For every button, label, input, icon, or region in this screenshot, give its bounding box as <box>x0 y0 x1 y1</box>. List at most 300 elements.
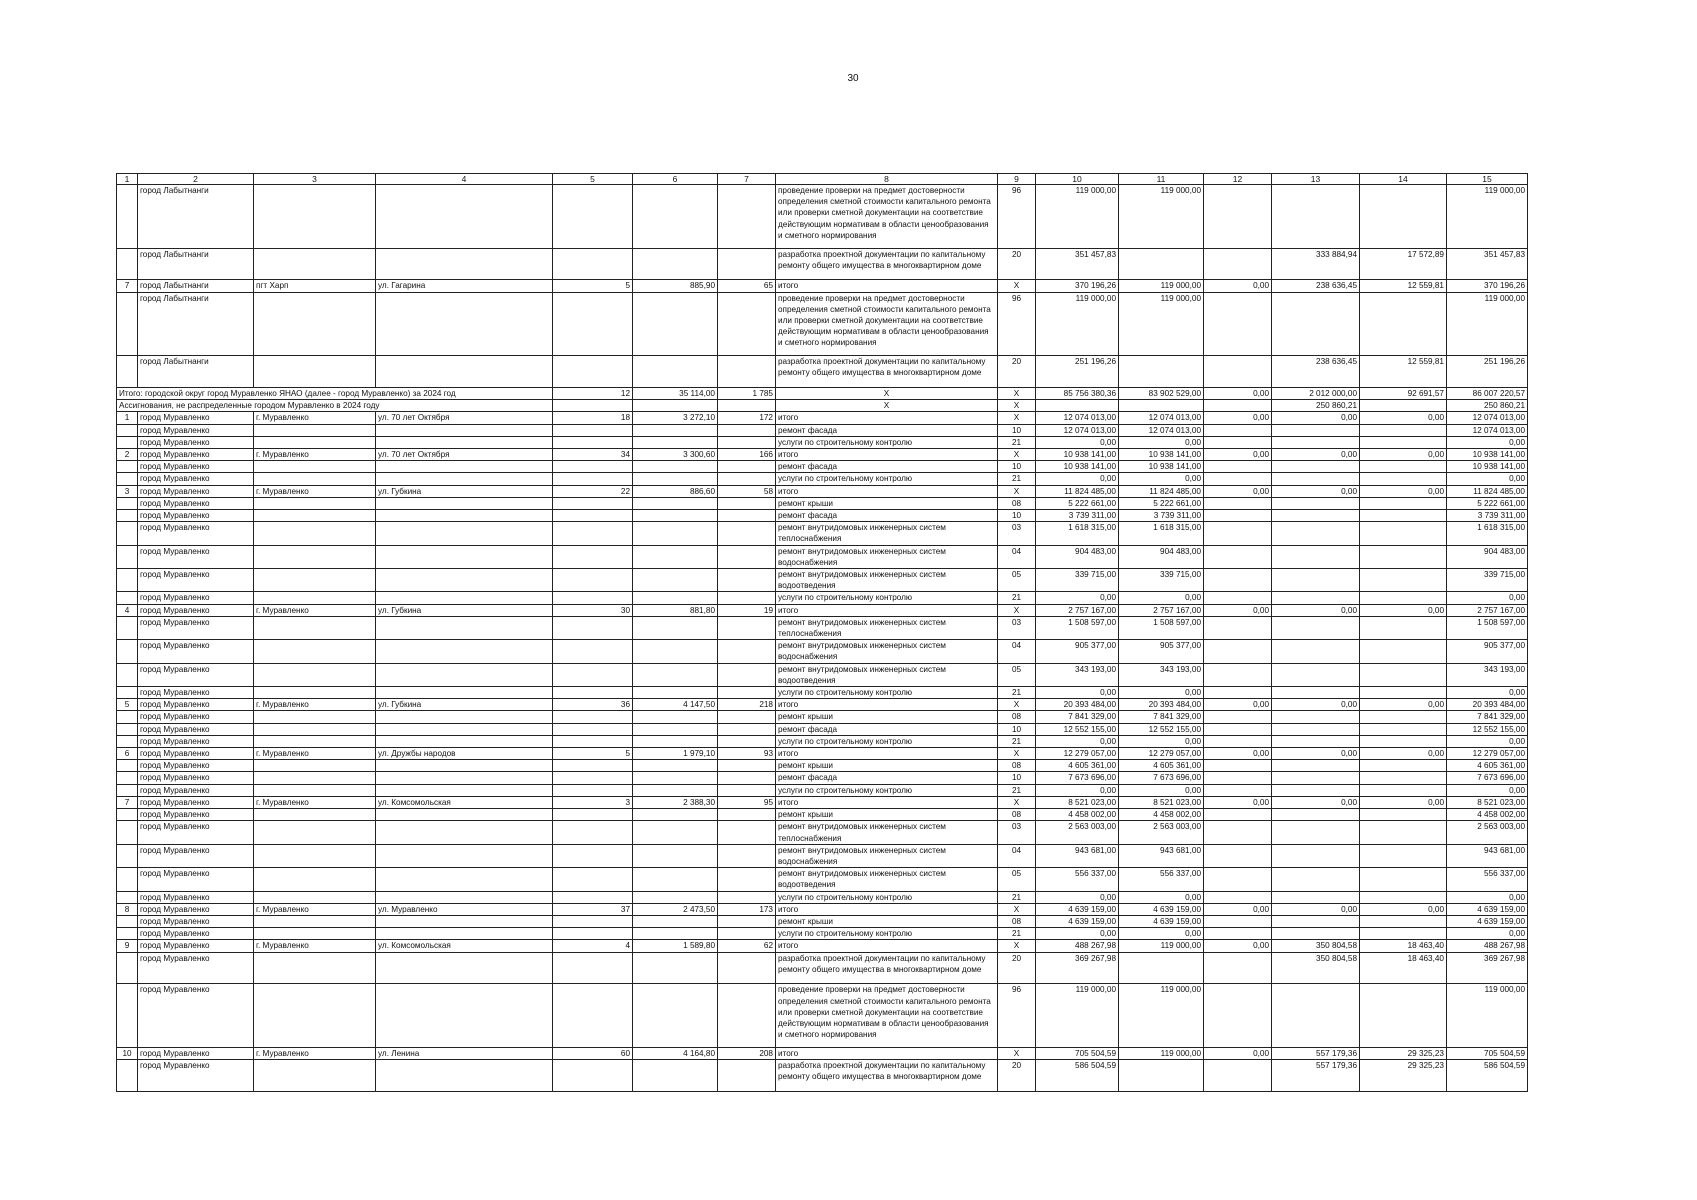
table-row <box>117 772 1528 784</box>
table-cell: 12 074 013,00 <box>1036 412 1119 424</box>
table-cell <box>1204 510 1272 522</box>
table-cell <box>254 844 376 867</box>
table-cell: 9 <box>117 940 138 952</box>
table-cell: 339 715,00 <box>1119 569 1204 592</box>
table-cell: город Муравленко <box>138 436 254 448</box>
table-cell: город Муравленко <box>138 748 254 760</box>
table-cell <box>376 984 553 1048</box>
work-type-cell: услуги по строительному контролю <box>776 436 998 448</box>
table-cell <box>553 821 633 844</box>
table-cell: X <box>998 796 1036 808</box>
table-cell: 943 681,00 <box>1119 844 1204 867</box>
table-cell <box>254 569 376 592</box>
table-cell: 250 860,21 <box>1272 400 1360 412</box>
table-cell <box>117 711 138 723</box>
table-cell: X <box>998 485 1036 497</box>
table-cell <box>1272 984 1360 1048</box>
table-cell: X <box>998 748 1036 760</box>
table-cell <box>376 711 553 723</box>
table-cell: X <box>998 940 1036 952</box>
table-cell <box>117 522 138 545</box>
table-row <box>117 868 1528 891</box>
table-cell: 0,00 <box>1204 699 1272 711</box>
table-cell: город Муравленко <box>138 592 254 604</box>
table-cell <box>1360 400 1447 412</box>
table-cell <box>633 640 718 663</box>
table-cell <box>376 760 553 772</box>
work-type-cell: ремонт внутридомовых инженерных систем теплоснабжения <box>776 522 998 545</box>
table-cell: город Муравленко <box>138 412 254 424</box>
table-cell: 0,00 <box>1036 687 1119 699</box>
table-cell <box>718 784 776 796</box>
table-cell: 5 222 661,00 <box>1036 497 1119 509</box>
table-cell <box>254 723 376 735</box>
table-cell: 21 <box>998 592 1036 604</box>
table-cell <box>1272 663 1360 686</box>
table-cell: город Муравленко <box>138 461 254 473</box>
table-cell: 586 504,59 <box>1036 1060 1119 1092</box>
table-cell <box>376 821 553 844</box>
table-cell <box>633 592 718 604</box>
table-cell: 11 824 485,00 <box>1119 485 1204 497</box>
work-type-cell: разработка проектной документации по капитальному ремонту общего имущества в многоквартирном доме <box>776 356 998 388</box>
table-cell <box>1272 915 1360 927</box>
table-cell: 0,00 <box>1360 748 1447 760</box>
table-row <box>117 784 1528 796</box>
table-cell <box>633 522 718 545</box>
table-cell: 12 552 155,00 <box>1119 723 1204 735</box>
table-cell <box>1204 473 1272 485</box>
table-cell <box>1360 891 1447 903</box>
table-cell <box>718 497 776 509</box>
table-cell <box>633 984 718 1048</box>
table-cell: 0,00 <box>1204 485 1272 497</box>
table-cell: 05 <box>998 569 1036 592</box>
table-cell <box>553 292 633 356</box>
table-cell: 6 <box>117 748 138 760</box>
table-cell <box>718 640 776 663</box>
table-cell: 0,00 <box>1447 687 1528 699</box>
table-cell <box>718 424 776 436</box>
table-cell <box>1360 640 1447 663</box>
table-cell: 04 <box>998 844 1036 867</box>
table-cell <box>553 185 633 249</box>
table-cell <box>1360 868 1447 891</box>
table-cell <box>117 735 138 747</box>
table-cell: 04 <box>998 545 1036 568</box>
table-cell: 3 739 311,00 <box>1447 510 1528 522</box>
table-cell <box>1119 1060 1204 1092</box>
table-cell <box>1204 292 1272 356</box>
table-cell: город Муравленко <box>138 545 254 568</box>
table-cell: ул. Комсомольская <box>376 796 553 808</box>
table-cell <box>633 844 718 867</box>
table-cell: X <box>776 400 998 412</box>
table-cell: 904 483,00 <box>1119 545 1204 568</box>
table-cell: 2 757 167,00 <box>1447 604 1528 616</box>
table-cell: 10 <box>998 510 1036 522</box>
table-cell: 166 <box>718 449 776 461</box>
table-cell: 03 <box>998 522 1036 545</box>
table-cell: 0,00 <box>1119 928 1204 940</box>
table-cell: 85 756 380,36 <box>1036 387 1119 399</box>
table-cell <box>633 891 718 903</box>
column-header: 15 <box>1447 174 1528 185</box>
table-cell: 339 715,00 <box>1036 569 1119 592</box>
table-cell: город Муравленко <box>138 984 254 1048</box>
table-cell <box>1204 723 1272 735</box>
table-cell <box>376 592 553 604</box>
table-cell: ул. Гагарина <box>376 280 553 292</box>
table-cell <box>1204 760 1272 772</box>
work-type-cell: ремонт внутридомовых инженерных систем водоотведения <box>776 868 998 891</box>
table-cell: 0,00 <box>1360 903 1447 915</box>
table-cell <box>633 687 718 699</box>
table-cell <box>553 497 633 509</box>
column-header: 7 <box>718 174 776 185</box>
work-type-cell: проведение проверки на предмет достоверности определения сметной стоимости капитального ремонта или проверки сметной документации на соответствие действующим нормативам в области ценообразования и сметного нормирования <box>776 185 998 249</box>
table-cell: 93 <box>718 748 776 760</box>
table-cell: 12 <box>553 387 633 399</box>
table-cell <box>633 952 718 984</box>
table-cell: 0,00 <box>1204 280 1272 292</box>
table-cell <box>633 248 718 280</box>
table-cell <box>1272 569 1360 592</box>
table-cell: 0,00 <box>1360 699 1447 711</box>
table-cell: 4 639 159,00 <box>1036 903 1119 915</box>
table-cell <box>718 436 776 448</box>
table-cell: 2 563 003,00 <box>1119 821 1204 844</box>
table-cell <box>633 473 718 485</box>
table-cell <box>376 185 553 249</box>
table-cell <box>117 821 138 844</box>
work-type-cell: разработка проектной документации по капитальному ремонту общего имущества в многоквартирном доме <box>776 952 998 984</box>
table-cell <box>633 868 718 891</box>
table-cell <box>1360 461 1447 473</box>
table-cell <box>254 640 376 663</box>
table-row <box>117 821 1528 844</box>
table-cell <box>1272 784 1360 796</box>
table-cell: 0,00 <box>1204 748 1272 760</box>
table-cell <box>1360 844 1447 867</box>
table-cell <box>117 248 138 280</box>
table-cell <box>553 569 633 592</box>
table-cell <box>553 844 633 867</box>
table-cell <box>376 545 553 568</box>
table-row <box>117 640 1528 663</box>
table-cell <box>1272 292 1360 356</box>
work-type-cell: разработка проектной документации по капитальному ремонту общего имущества в многоквартирном доме <box>776 1060 998 1092</box>
table-cell <box>553 663 633 686</box>
table-cell: 5 <box>117 699 138 711</box>
table-cell: 12 559,81 <box>1360 356 1447 388</box>
table-row <box>117 891 1528 903</box>
table-cell: 18 <box>553 412 633 424</box>
table-cell <box>553 760 633 772</box>
table-cell <box>553 436 633 448</box>
table-cell: город Лабытнанги <box>138 185 254 249</box>
table-cell: 370 196,26 <box>1036 280 1119 292</box>
table-cell: 4 <box>553 940 633 952</box>
table-cell <box>1204 436 1272 448</box>
table-cell: 2 388,30 <box>633 796 718 808</box>
table-cell <box>254 663 376 686</box>
column-header: 13 <box>1272 174 1360 185</box>
work-type-cell: итого <box>776 449 998 461</box>
table-cell <box>718 461 776 473</box>
table-cell: 4 <box>117 604 138 616</box>
table-cell <box>1272 844 1360 867</box>
table-cell <box>117 461 138 473</box>
table-cell: 556 337,00 <box>1447 868 1528 891</box>
column-header: 9 <box>998 174 1036 185</box>
table-cell: 12 074 013,00 <box>1036 424 1119 436</box>
table-cell: город Муравленко <box>138 711 254 723</box>
table-cell <box>254 1060 376 1092</box>
table-cell <box>1204 772 1272 784</box>
table-cell <box>1119 248 1204 280</box>
table-cell: 08 <box>998 760 1036 772</box>
table-cell <box>117 545 138 568</box>
table-cell: 21 <box>998 473 1036 485</box>
table-cell: 339 715,00 <box>1447 569 1528 592</box>
table-cell: город Лабытнанги <box>138 248 254 280</box>
table-cell: 4 639 159,00 <box>1036 915 1119 927</box>
work-type-cell: итого <box>776 903 998 915</box>
table-cell: 943 681,00 <box>1036 844 1119 867</box>
table-row <box>117 940 1528 952</box>
table-cell: 119 000,00 <box>1036 185 1119 249</box>
table-cell <box>254 821 376 844</box>
table-cell <box>1272 461 1360 473</box>
table-cell <box>254 497 376 509</box>
table-cell <box>1360 497 1447 509</box>
table-cell: 705 504,59 <box>1036 1047 1119 1059</box>
table-cell <box>254 185 376 249</box>
table-cell: 905 377,00 <box>1119 640 1204 663</box>
table-cell: город Муравленко <box>138 723 254 735</box>
table-cell <box>254 616 376 639</box>
table-cell: 0,00 <box>1447 735 1528 747</box>
table-cell <box>376 497 553 509</box>
table-cell <box>254 473 376 485</box>
table-cell <box>117 844 138 867</box>
table-cell: 238 636,45 <box>1272 280 1360 292</box>
table-cell <box>376 723 553 735</box>
table-cell: 1 508 597,00 <box>1447 616 1528 639</box>
table-cell: 4 458 002,00 <box>1447 809 1528 821</box>
table-cell: г. Муравленко <box>254 604 376 616</box>
table-cell <box>1360 592 1447 604</box>
table-cell <box>1272 711 1360 723</box>
table-cell: 0,00 <box>1360 796 1447 808</box>
table-cell <box>1360 809 1447 821</box>
table-cell: 218 <box>718 699 776 711</box>
table-cell <box>1360 928 1447 940</box>
table-cell: город Муравленко <box>138 903 254 915</box>
table-cell: город Муравленко <box>138 940 254 952</box>
table-cell: 0,00 <box>1360 449 1447 461</box>
table-cell <box>553 952 633 984</box>
table-cell: 7 <box>117 796 138 808</box>
table-cell: 886,60 <box>633 485 718 497</box>
table-cell <box>553 356 633 388</box>
table-row <box>117 485 1528 497</box>
table-cell: 238 636,45 <box>1272 356 1360 388</box>
work-type-cell: ремонт крыши <box>776 711 998 723</box>
table-cell <box>117 497 138 509</box>
table-cell <box>117 723 138 735</box>
table-cell <box>1204 735 1272 747</box>
table-cell <box>1360 711 1447 723</box>
table-cell <box>376 522 553 545</box>
table-cell <box>376 844 553 867</box>
table-row <box>117 436 1528 448</box>
table-cell: 20 <box>998 952 1036 984</box>
table-cell: 350 804,58 <box>1272 952 1360 984</box>
table-cell: 173 <box>718 903 776 915</box>
table-cell: 119 000,00 <box>1447 185 1528 249</box>
table-cell: 0,00 <box>1360 485 1447 497</box>
table-cell <box>1272 522 1360 545</box>
work-type-cell: итого <box>776 280 998 292</box>
table-cell: 10 <box>998 424 1036 436</box>
table-cell <box>718 248 776 280</box>
table-cell: город Муравленко <box>138 485 254 497</box>
table-cell: 83 902 529,00 <box>1119 387 1204 399</box>
table-cell: 21 <box>998 784 1036 796</box>
table-cell <box>117 952 138 984</box>
table-cell: 1 618 315,00 <box>1036 522 1119 545</box>
table-cell <box>633 461 718 473</box>
table-cell: 351 457,83 <box>1447 248 1528 280</box>
table-cell <box>1204 784 1272 796</box>
work-type-cell: ремонт крыши <box>776 760 998 772</box>
table-cell: 0,00 <box>1036 592 1119 604</box>
table-row <box>117 844 1528 867</box>
table-cell <box>553 592 633 604</box>
table-cell <box>1204 356 1272 388</box>
table-cell: 0,00 <box>1036 735 1119 747</box>
table-cell <box>1204 185 1272 249</box>
table-cell <box>1360 569 1447 592</box>
table-cell: 12 279 057,00 <box>1036 748 1119 760</box>
table-cell: 2 757 167,00 <box>1119 604 1204 616</box>
work-type-cell: итого <box>776 699 998 711</box>
table-cell <box>553 928 633 940</box>
table-cell <box>1360 616 1447 639</box>
table-cell <box>376 868 553 891</box>
table-cell <box>553 248 633 280</box>
table-cell: город Лабытнанги <box>138 356 254 388</box>
table-cell: 2 <box>117 449 138 461</box>
table-cell <box>254 356 376 388</box>
table-cell <box>376 928 553 940</box>
table-cell <box>376 424 553 436</box>
table-cell <box>718 522 776 545</box>
table-cell: 11 824 485,00 <box>1447 485 1528 497</box>
table-cell: 08 <box>998 915 1036 927</box>
table-cell: 11 824 485,00 <box>1036 485 1119 497</box>
table-cell <box>1360 772 1447 784</box>
table-cell <box>254 711 376 723</box>
table-cell <box>1272 473 1360 485</box>
table-cell: г. Муравленко <box>254 449 376 461</box>
table-cell: 0,00 <box>1119 735 1204 747</box>
work-type-cell: ремонт фасада <box>776 772 998 784</box>
table-cell <box>1272 809 1360 821</box>
table-cell: 34 <box>553 449 633 461</box>
table-cell: 370 196,26 <box>1447 280 1528 292</box>
table-cell: 7 841 329,00 <box>1036 711 1119 723</box>
table-cell <box>1272 687 1360 699</box>
table-cell <box>553 711 633 723</box>
summary-row <box>117 387 1528 399</box>
table-row <box>117 545 1528 568</box>
table-row <box>117 497 1528 509</box>
table-cell: 0,00 <box>1272 485 1360 497</box>
table-cell <box>1204 915 1272 927</box>
table-cell: 119 000,00 <box>1447 984 1528 1048</box>
table-cell: город Муравленко <box>138 497 254 509</box>
table-cell: 5 <box>553 280 633 292</box>
table-cell: 905 377,00 <box>1447 640 1528 663</box>
table-cell <box>1204 522 1272 545</box>
table-cell: 5 <box>553 748 633 760</box>
table-cell: 4 605 361,00 <box>1036 760 1119 772</box>
table-cell: город Муравленко <box>138 868 254 891</box>
table-cell <box>633 185 718 249</box>
table-cell: 08 <box>998 497 1036 509</box>
table-cell <box>1204 569 1272 592</box>
work-type-cell: услуги по строительному контролю <box>776 473 998 485</box>
table-cell: город Муравленко <box>138 604 254 616</box>
table-cell: 0,00 <box>1447 891 1528 903</box>
work-type-cell: ремонт фасада <box>776 461 998 473</box>
column-header: 2 <box>138 174 254 185</box>
table-row <box>117 522 1528 545</box>
table-cell: 705 504,59 <box>1447 1047 1528 1059</box>
table-cell <box>117 592 138 604</box>
column-header: 11 <box>1119 174 1204 185</box>
table-cell <box>633 436 718 448</box>
table-cell <box>553 915 633 927</box>
work-type-cell: услуги по строительному контролю <box>776 592 998 604</box>
table-cell: X <box>998 604 1036 616</box>
table-cell <box>1360 522 1447 545</box>
table-cell <box>553 461 633 473</box>
table-cell: 0,00 <box>1119 784 1204 796</box>
table-cell: X <box>998 400 1036 412</box>
table-cell <box>1360 760 1447 772</box>
table-row <box>117 1060 1528 1092</box>
table-cell: 488 267,98 <box>1447 940 1528 952</box>
table-cell: 3 <box>553 796 633 808</box>
table-cell <box>254 735 376 747</box>
table-cell <box>718 868 776 891</box>
table-cell: город Муравленко <box>138 844 254 867</box>
table-row <box>117 903 1528 915</box>
table-cell: 1 <box>117 412 138 424</box>
table-cell: 17 572,89 <box>1360 248 1447 280</box>
table-cell: 0,00 <box>1119 473 1204 485</box>
work-type-cell: ремонт внутридомовых инженерных систем теплоснабжения <box>776 821 998 844</box>
table-cell: 556 337,00 <box>1119 868 1204 891</box>
table-cell <box>1360 915 1447 927</box>
table-cell <box>254 687 376 699</box>
table-cell: 96 <box>998 185 1036 249</box>
table-cell <box>633 760 718 772</box>
